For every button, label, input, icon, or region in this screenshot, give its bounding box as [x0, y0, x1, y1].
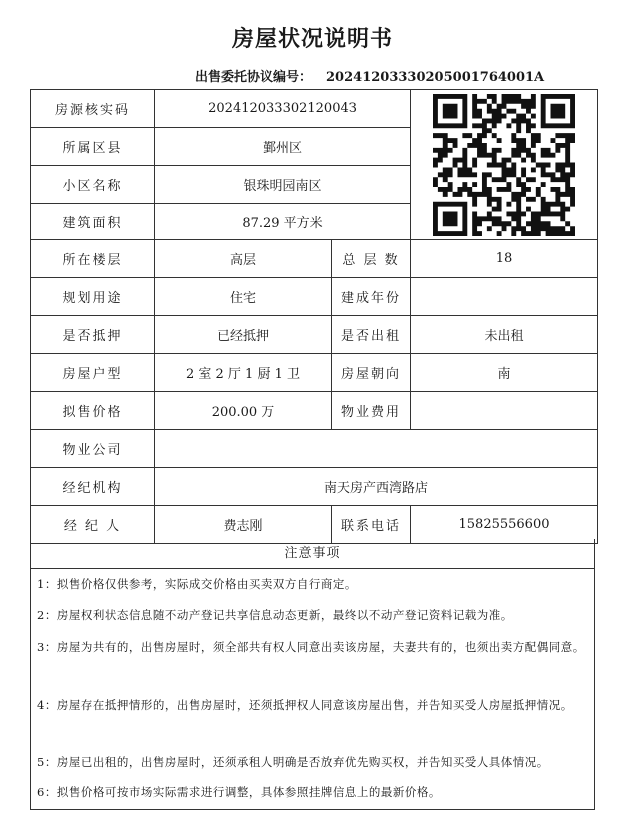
value-build-year — [411, 278, 598, 316]
qr-cell — [411, 90, 598, 240]
row-agency — [31, 468, 598, 506]
info-table — [30, 89, 598, 544]
value-rented: 未出租 — [411, 316, 598, 354]
contract-label: 出售委托协议编号： — [195, 70, 313, 85]
label-build-year: 建成年份 — [332, 278, 411, 316]
value-layout: 2 室 2 厅 1 厨 1 卫 — [155, 354, 332, 392]
value-total-floors: 18 — [411, 240, 598, 278]
row-mortgage — [31, 316, 598, 354]
value-property-fee — [411, 392, 598, 430]
label-floor: 所在楼层 — [31, 240, 155, 278]
notes-heading: 注意事项 — [31, 539, 594, 569]
label-layout: 房屋户型 — [31, 354, 155, 392]
note-item: 3：房屋为共有的，出售房屋时，须全部共有权人同意出卖该房屋，夫妻共有的，也须出卖方配偶同意。 — [37, 640, 585, 654]
qr-code-icon — [433, 94, 575, 236]
value-mortgage: 已经抵押 — [155, 316, 332, 354]
contract-line — [195, 66, 544, 85]
value-usage: 住宅 — [155, 278, 332, 316]
value-community: 银珠明园南区 — [155, 166, 411, 204]
value-property-company — [155, 430, 598, 468]
row-usage — [31, 278, 598, 316]
page-title: 房屋状况说明书 — [231, 26, 393, 52]
value-phone: 15825556600 — [411, 506, 598, 544]
row-layout — [31, 354, 598, 392]
row-property-company — [31, 430, 598, 468]
label-property-fee: 物业费用 — [332, 392, 411, 430]
row-agent — [31, 506, 598, 544]
value-agent: 费志刚 — [155, 506, 332, 544]
label-orientation: 房屋朝向 — [332, 354, 411, 392]
label-rented: 是否出租 — [332, 316, 411, 354]
label-phone: 联系电话 — [332, 506, 411, 544]
note-item: 5：房屋已出租的，出售房屋时，还须承租人明确是否放弃优先购买权，并告知买受人具体情况。 — [37, 755, 549, 769]
value-area: 87.29 平方米 — [155, 204, 411, 240]
row-price — [31, 392, 598, 430]
note-item: 1：拟售价格仅供参考，实际成交价格由买卖双方自行商定。 — [37, 577, 357, 591]
label-area: 建筑面积 — [31, 204, 155, 240]
label-district: 所属区县 — [31, 128, 155, 166]
value-floor: 高层 — [155, 240, 332, 278]
label-price: 拟售价格 — [31, 392, 155, 430]
label-agent: 经 纪 人 — [31, 506, 155, 544]
label-source-code: 房源核实码 — [31, 90, 155, 128]
row-floor — [31, 240, 598, 278]
contract-number: 20241203330205001764001A — [326, 70, 545, 85]
label-community: 小区名称 — [31, 166, 155, 204]
value-district: 鄞州区 — [155, 128, 411, 166]
label-usage: 规划用途 — [31, 278, 155, 316]
value-price: 200.00 万 — [155, 392, 332, 430]
notes-section — [30, 539, 595, 810]
value-agency: 南天房产西湾路店 — [155, 468, 598, 506]
label-agency: 经纪机构 — [31, 468, 155, 506]
value-orientation: 南 — [411, 354, 598, 392]
note-item: 2：房屋权利状态信息随不动产登记共享信息动态更新，最终以不动产登记资料记载为准。 — [37, 608, 513, 622]
label-mortgage: 是否抵押 — [31, 316, 155, 354]
row-source-code — [31, 90, 598, 128]
label-total-floors: 总 层 数 — [332, 240, 411, 278]
label-property-company: 物业公司 — [31, 430, 155, 468]
note-item: 6：拟售价格可按市场实际需求进行调整，具体参照挂牌信息上的最新价格。 — [37, 785, 441, 799]
note-item: 4：房屋存在抵押情形的，出售房屋时，还须抵押权人同意该房屋出售，并告知买受人房屋抵押情况。 — [37, 698, 573, 712]
value-source-code: 20241203330212004З — [155, 90, 411, 128]
